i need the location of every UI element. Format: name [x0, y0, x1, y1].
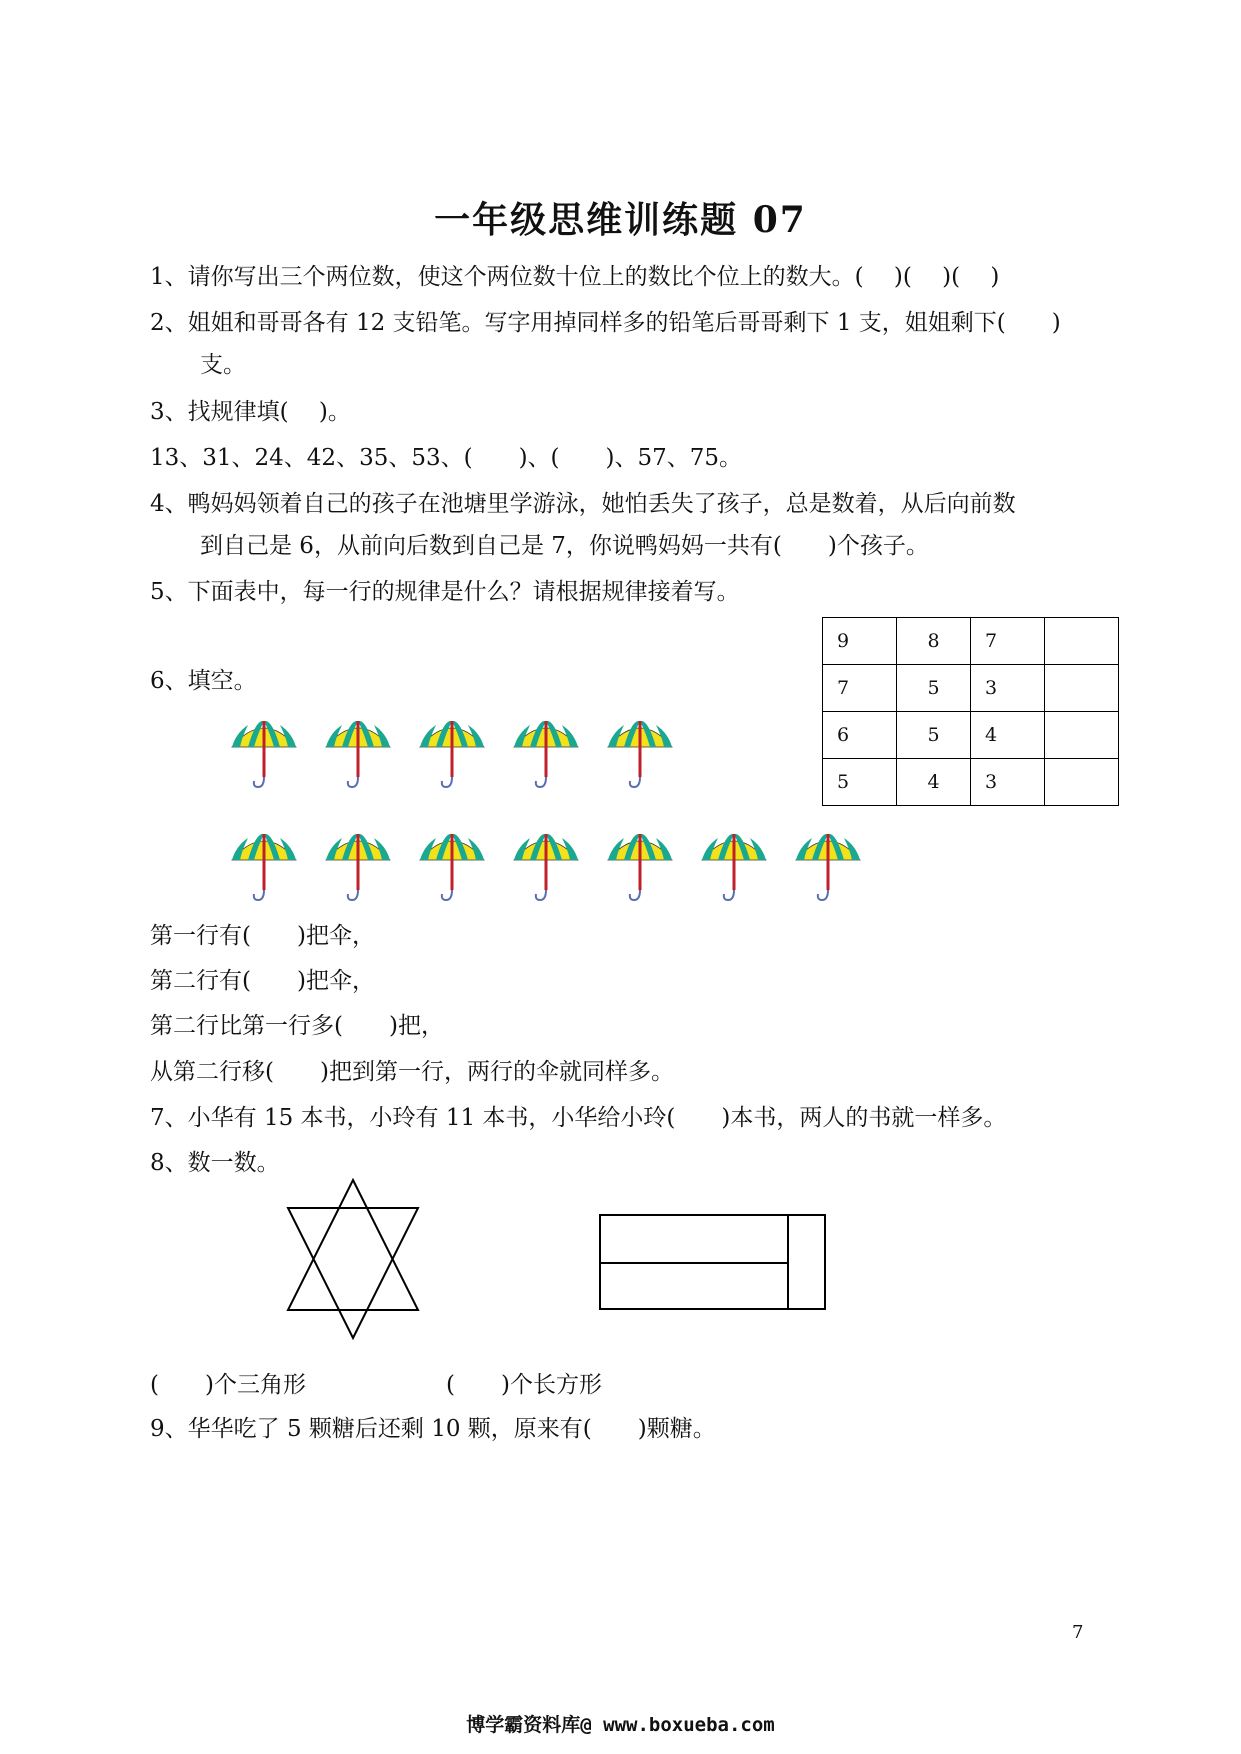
table-cell: 5: [897, 665, 971, 712]
table-row: [823, 665, 1119, 712]
question-3: 3、找规律填( )。: [150, 399, 351, 425]
question-9: 9、华华吃了 5 颗糖后还剩 10 颗，原来有( )颗糖。: [150, 1416, 716, 1442]
table-cell: 3: [971, 665, 1045, 712]
umbrella-icon: [228, 828, 300, 904]
question-6: 6、填空。: [150, 668, 257, 694]
question-2-line-2: 支。: [200, 352, 246, 378]
umbrella-icon: [228, 715, 300, 791]
table-row: [823, 759, 1119, 806]
star-of-david-figure: [280, 1178, 426, 1340]
table-cell: 8: [897, 618, 971, 665]
table-row: [823, 712, 1119, 759]
umbrella-icon: [604, 828, 676, 904]
umbrella-icon: [322, 715, 394, 791]
question-4-line-1: 4、鸭妈妈领着自己的孩子在池塘里学游泳，她怕丢失了孩子，总是数着，从后向前数: [150, 491, 1016, 517]
question-7: 7、小华有 15 本书，小玲有 11 本书，小华给小玲( )本书，两人的书就一样多。: [150, 1105, 1007, 1131]
question-4-line-2: 到自己是 6，从前向后数到自己是 7，你说鸭妈妈一共有( )个孩子。: [200, 533, 929, 559]
table-cell: 9: [823, 618, 897, 665]
table-cell-blank: [1045, 665, 1119, 712]
umbrella-icon: [510, 828, 582, 904]
question-5: 5、下面表中，每一行的规律是什么？请根据规律接着写。: [150, 579, 740, 605]
footer-watermark: 博学霸资料库@ www.boxueba.com: [466, 1714, 775, 1736]
table-cell-blank: [1045, 712, 1119, 759]
rectangles-figure: [598, 1213, 828, 1313]
question-6-a: 第一行有( )把伞，: [150, 923, 375, 949]
question-2-line-1: 2、姐姐和哥哥各有 12 支铅笔。写字用掉同样多的铅笔后哥哥剩下 1 支，姐姐剩下( ): [150, 310, 1061, 336]
table-cell: 5: [823, 759, 897, 806]
table-cell: 5: [897, 712, 971, 759]
question-6-c: 第二行比第一行多( )把，: [150, 1013, 444, 1039]
page-number: 7: [1072, 1622, 1084, 1643]
question-1: 1、请你写出三个两位数，使这个两位数十位上的数比个位上的数大。( )( )( ): [150, 264, 1000, 290]
table-cell: 4: [897, 759, 971, 806]
umbrella-icon: [604, 715, 676, 791]
table-cell-blank: [1045, 759, 1119, 806]
table-cell: 3: [971, 759, 1045, 806]
question-3-sequence: 13、31、24、42、35、53、( )、( )、57、75。: [150, 445, 743, 471]
table-row: [823, 618, 1119, 665]
umbrella-icon: [416, 715, 488, 791]
umbrella-icon: [698, 828, 770, 904]
question-8-rectangles: ( )个长方形: [446, 1372, 602, 1398]
question-8-triangles: ( )个三角形: [150, 1372, 306, 1398]
question-8: 8、数一数。: [150, 1150, 280, 1176]
question-6-d: 从第二行移( )把到第一行，两行的伞就同样多。: [150, 1059, 674, 1085]
table-cell: 4: [971, 712, 1045, 759]
table-cell: 7: [823, 665, 897, 712]
table-cell: 7: [971, 618, 1045, 665]
umbrella-icon: [416, 828, 488, 904]
umbrella-icon: [510, 715, 582, 791]
table-cell-blank: [1045, 618, 1119, 665]
umbrella-icon: [322, 828, 394, 904]
question-6-b: 第二行有( )把伞，: [150, 968, 375, 994]
page-title: 一年级思维训练题 07: [434, 199, 807, 241]
table-cell: 6: [823, 712, 897, 759]
pattern-table: [822, 617, 1119, 806]
umbrella-icon: [792, 828, 864, 904]
